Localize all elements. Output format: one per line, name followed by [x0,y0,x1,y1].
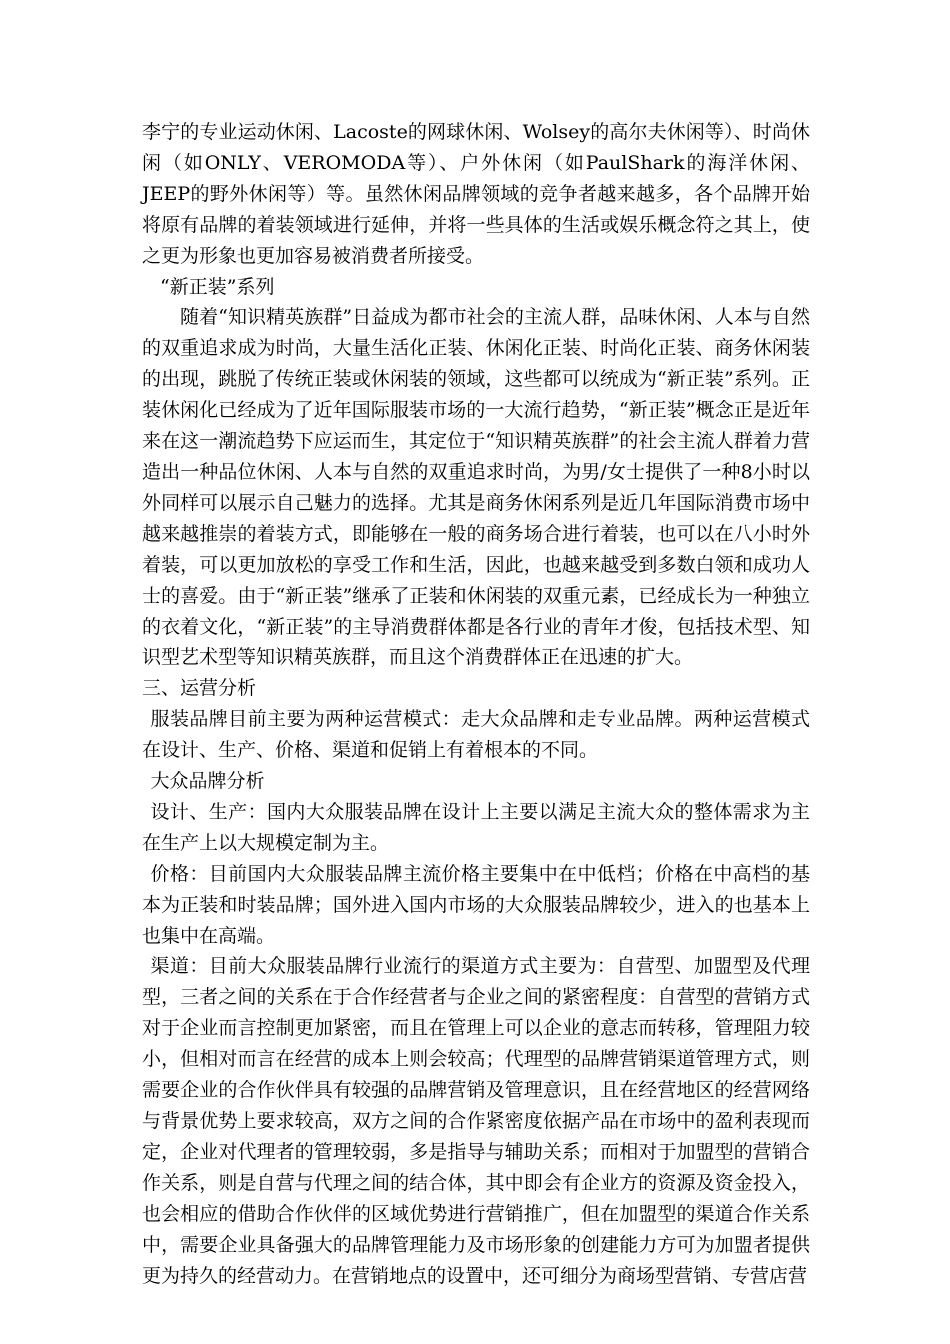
document-body [142,117,810,1291]
paragraph-casual-brands: 李宁的专业运动休闲、Lacoste的网球休闲、Wolsey的高尔夫休闲等）、时尚休闲（如ONLY、VEROMODA等）、户外休闲（如PaulShark的海洋休闲、JEEP的野外休闲等）等。虽然休闲品牌领域的竞争者越来越多，各个品牌开始将原有品牌的着装领域进行延伸，并将一些具体的生活或娱乐概念符之其上，使之更为形象也更加容易被消费者所接受。 [142,121,810,267]
paragraph-new-formal-wear: 随着“知识精英族群”日益成为都市社会的主流人群，品味休闲、人本与自然的双重追求成为时尚，大量生活化正装、休闲化正装、时尚化正装、商务休闲装的出现，跳脱了传统正装或休闲装的领域，这些都可以统成为“新正装”系列。正装休闲化已经成为了近年国际服装市场的一大流行趋势，“新正装”概念正是近年来在这一潮流趋势下应运而生，其定位于“知识精英族群”的社会主流人群着力营造出一种品位休闲、人本与自然的双重追求时尚，为男/女士提供了一种8小时以外同样可以展示自己魅力的选择。尤其是商务休闲系列是近几年国际消费市场中越来越推崇的着装方式，即能够在一般的商务场合进行着装，也可以在八小时外着装，可以更加放松的享受工作和生活，因此，也越来越受到多数白领和成功人士的喜爱。由于“新正装”继承了正装和休闲装的双重元素，已经成长为一种独立的衣着文化，“新正装”的主导消费群体都是各行业的青年才俊，包括技术型、知识型艺术型等知识精英族群，而且这个消费群体正在迅速的扩大。 [142,306,810,669]
heading-mass-brand-analysis: 大众品牌分析 [150,770,265,793]
paragraph-channels: 渠道：目前大众服装品牌行业流行的渠道方式主要为：自营型、加盟型及代理型，三者之间的关系在于合作经营者与企业之间的紧密程度：自营型的营销方式对于企业而言控制更加紧密，而且在管理上可以企业的意志而转移，管理阻力较小，但相对而言在经营的成本上则会较高；代理型的品牌营销渠道管理方式，则需要企业的合作伙伴具有较强的品牌营销及管理意识，且在经营地区的经营网络与背景优势上要求较高，双方之间的合作紧密度依据产品在市场中的盈利表现而定，企业对代理者的管理较弱，多是指导与辅助关系；而相对于加盟型的营销合作关系，则是自营与代理之间的结合体，其中即会有企业方的资源及资金投入，也会相应的借助合作伙伴的区域优势进行营销推广，但在加盟型的渠道合作关系中，需要企业具备强大的品牌管理能力及市场形象的创建能力方可为加盟者提供更为持久的经营动力。在营销地点的设置中，还可细分为商场型营销、专营店营 [142,955,810,1287]
paragraph-operation-modes: 服装品牌目前主要为两种运营模式：走大众品牌和走专业品牌。两种运营模式在设计、生产、价格、渠道和促销上有着根本的不同。 [142,708,810,762]
heading-operations-analysis: 三、运营分析 [142,677,257,700]
paragraph-price: 价格：目前国内大众服装品牌主流价格主要集中在中低档；价格在中高档的基本为正装和时装品牌；国外进入国内市场的大众服装品牌较少，进入的也基本上也集中在高端。 [142,862,810,947]
paragraph-design-production: 设计、生产：国内大众服装品牌在设计上主要以满足主流大众的整体需求为主在生产上以大规模定制为主。 [142,800,810,854]
heading-new-formal-wear: “新正装”系列 [160,275,275,298]
